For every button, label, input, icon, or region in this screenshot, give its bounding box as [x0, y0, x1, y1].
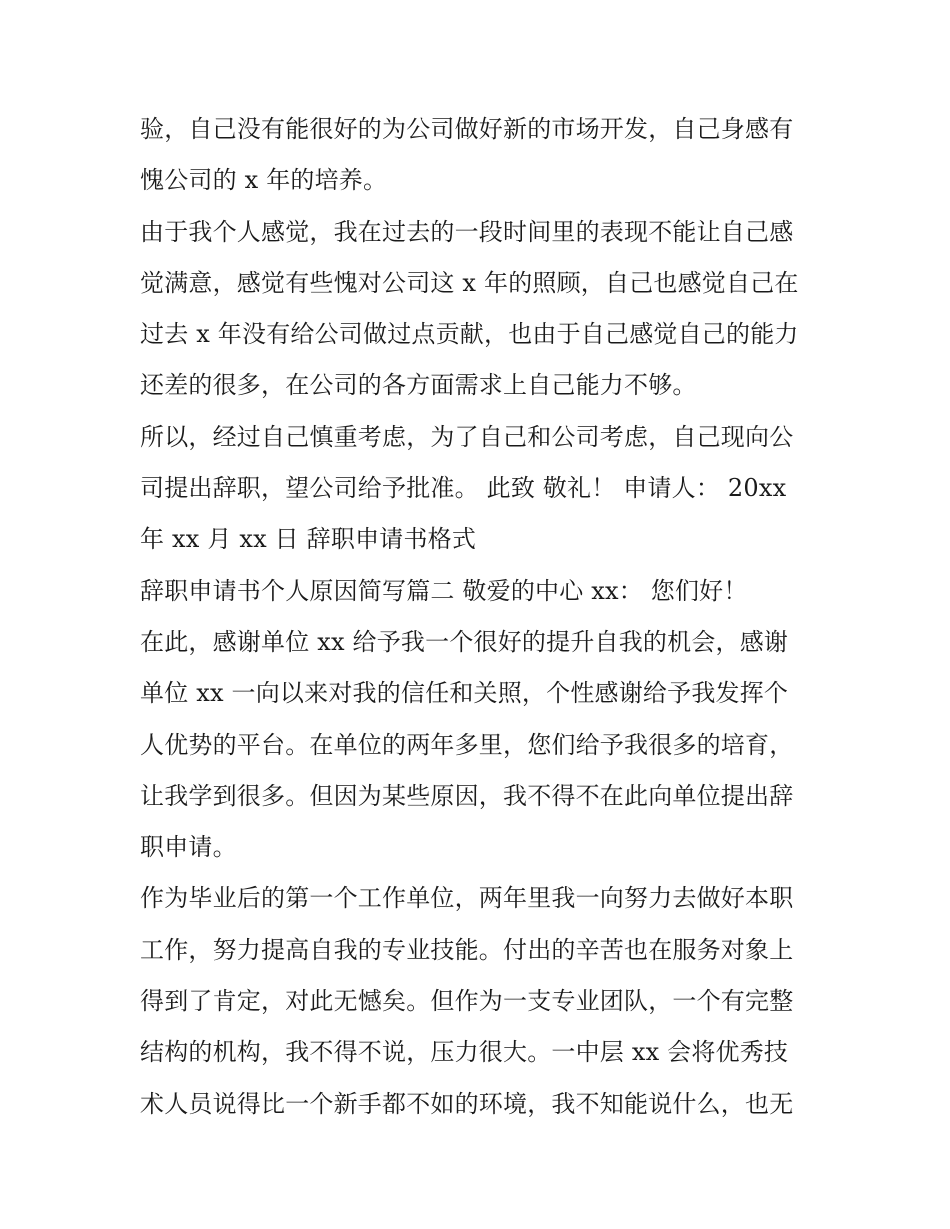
text-line: 愧公司的 x 年的培养。	[140, 166, 388, 195]
text-line: 在此，感谢单位 xx 给予我一个很好的提升自我的机会，感谢	[140, 627, 789, 656]
text-line: 司提出辞职，望公司给予批准。 此致 敬礼！ 申请人： 20xx	[140, 474, 787, 503]
text-line: 让我学到很多。但因为某些原因，我不得不在此向单位提出辞	[140, 781, 794, 810]
text-line: 还差的很多，在公司的各方面需求上自己能力不够。	[140, 371, 697, 400]
text-line: 得到了肯定，对此无憾矣。但作为一支专业团队，一个有完整	[140, 987, 794, 1016]
text-line: 作为毕业后的第一个工作单位，两年里我一向努力去做好本职	[140, 884, 794, 913]
text-line: 单位 xx 一向以来对我的信任和关照，个性感谢给予我发挥个	[140, 679, 789, 708]
text-line: 年 xx 月 xx 日 辞职申请书格式	[140, 525, 477, 554]
text-line: 觉满意，感觉有些愧对公司这 x 年的照顾，自己也感觉自己在	[140, 268, 799, 297]
section-title-line: 辞职申请书个人原因简写篇二 敬爱的中心 xx： 您们好！	[140, 576, 748, 605]
text-line: 职申请。	[140, 833, 237, 862]
text-line: 过去 x 年没有给公司做过点贡献，也由于自己感觉自己的能力	[140, 320, 799, 349]
text-line: 工作，努力提高自我的专业技能。付出的辛苦也在服务对象上	[140, 935, 794, 964]
text-line: 人优势的平台。在单位的两年多里，您们给予我很多的培育，	[140, 730, 794, 759]
document-body	[140, 104, 840, 1130]
text-line: 所以，经过自己慎重考虑，为了自己和公司考虑，自己现向公	[140, 422, 794, 451]
text-line: 结构的机构，我不得不说，压力很大。一中层 xx 会将优秀技	[140, 1038, 789, 1067]
text-line: 验，自己没有能很好的为公司做好新的市场开发，自己身感有	[140, 115, 794, 143]
text-line: 术人员说得比一个新手都不如的环境，我不知能说什么，也无	[140, 1089, 794, 1118]
text-line: 由于我个人感觉，我在过去的一段时间里的表现不能让自己感	[140, 217, 794, 246]
